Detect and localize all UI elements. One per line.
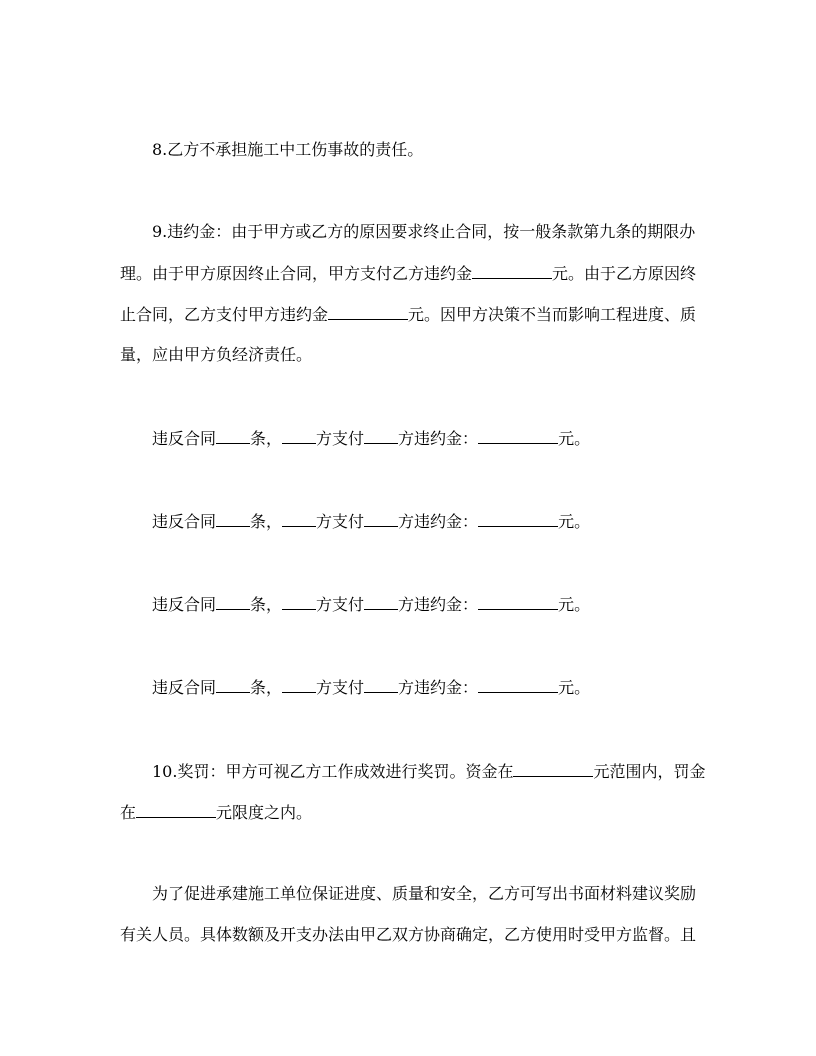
clause-10-line-1-text-b: 元范围内，罚金	[593, 762, 706, 781]
clause-9-line-2-text-a: 理。由于甲方原因终止合同，甲方支付乙方违约金	[120, 264, 473, 283]
clause-9-line-3	[120, 304, 700, 325]
party-blank	[364, 428, 398, 444]
violation-text-4: 方违约金：	[398, 512, 479, 531]
clause-9-line-2-text-b: 元。由于乙方原因终	[552, 264, 697, 283]
clause-9-line-1: 9.违约金：由于甲方或乙方的原因要求终止合同，按一般条款第九条的期限办	[152, 222, 696, 241]
violation-text-1: 违反合同	[152, 512, 217, 531]
violation-line-4	[152, 677, 700, 698]
reward-amount-blank	[513, 761, 593, 777]
violation-text-3: 方支付	[316, 678, 365, 697]
clause-10-line-1	[152, 761, 706, 782]
party-blank	[282, 428, 316, 444]
party-blank	[364, 677, 398, 693]
party-blank	[364, 594, 398, 610]
violation-line-3	[152, 594, 700, 615]
party-blank	[282, 511, 316, 527]
clause-9-line-3-text-b: 元。因甲方决策不当而影响工程进度、质	[408, 305, 697, 324]
clause-10-line-1-text-a: 10.奖罚：甲方可视乙方工作成效进行奖罚。资金在	[152, 762, 514, 781]
violation-line-2	[152, 511, 700, 532]
violation-text-2: 条，	[250, 595, 283, 614]
violation-text-5: 元。	[558, 595, 591, 614]
clause-10-line-2-text-a: 在	[120, 803, 137, 822]
clause-number-blank	[216, 511, 250, 527]
penalty-amount-blank-b	[328, 304, 408, 320]
clause-10-line-2	[120, 802, 700, 823]
clause-number-blank	[216, 428, 250, 444]
amount-blank	[478, 594, 558, 610]
clause-8: 8.乙方不承担施工中工伤事故的责任。	[152, 140, 424, 159]
violation-text-4: 方违约金：	[398, 678, 479, 697]
penalty-amount-blank-a	[472, 263, 552, 279]
violation-text-1: 违反合同	[152, 429, 217, 448]
closing-paragraph-line-2: 有关人员。具体数额及开支办法由甲乙双方协商确定，乙方使用时受甲方监督。且	[120, 925, 697, 944]
violation-text-2: 条，	[250, 678, 283, 697]
violation-text-3: 方支付	[316, 595, 365, 614]
clause-9-line-3-text-a: 止合同，乙方支付甲方违约金	[120, 305, 329, 324]
violation-text-4: 方违约金：	[398, 595, 479, 614]
closing-paragraph-line-1: 为了促进承建施工单位保证进度、质量和安全，乙方可写出书面材料建议奖励	[152, 884, 697, 903]
fine-amount-blank	[136, 802, 216, 818]
violation-text-2: 条，	[250, 512, 283, 531]
violation-text-4: 方违约金：	[398, 429, 479, 448]
violation-text-3: 方支付	[316, 512, 365, 531]
party-blank	[282, 677, 316, 693]
amount-blank	[478, 511, 558, 527]
violation-line-1	[152, 428, 700, 449]
amount-blank	[478, 428, 558, 444]
violation-text-5: 元。	[558, 512, 591, 531]
clause-number-blank	[216, 677, 250, 693]
amount-blank	[478, 677, 558, 693]
violation-text-2: 条，	[250, 429, 283, 448]
clause-9-line-2	[120, 263, 700, 284]
clause-9-line-4: 量，应由甲方负经济责任。	[120, 345, 313, 364]
clause-10-line-2-text-b: 元限度之内。	[216, 803, 313, 822]
violation-text-5: 元。	[558, 429, 591, 448]
clause-number-blank	[216, 594, 250, 610]
violation-text-1: 违反合同	[152, 678, 217, 697]
violation-text-3: 方支付	[316, 429, 365, 448]
party-blank	[282, 594, 316, 610]
violation-text-1: 违反合同	[152, 595, 217, 614]
party-blank	[364, 511, 398, 527]
violation-text-5: 元。	[558, 678, 591, 697]
